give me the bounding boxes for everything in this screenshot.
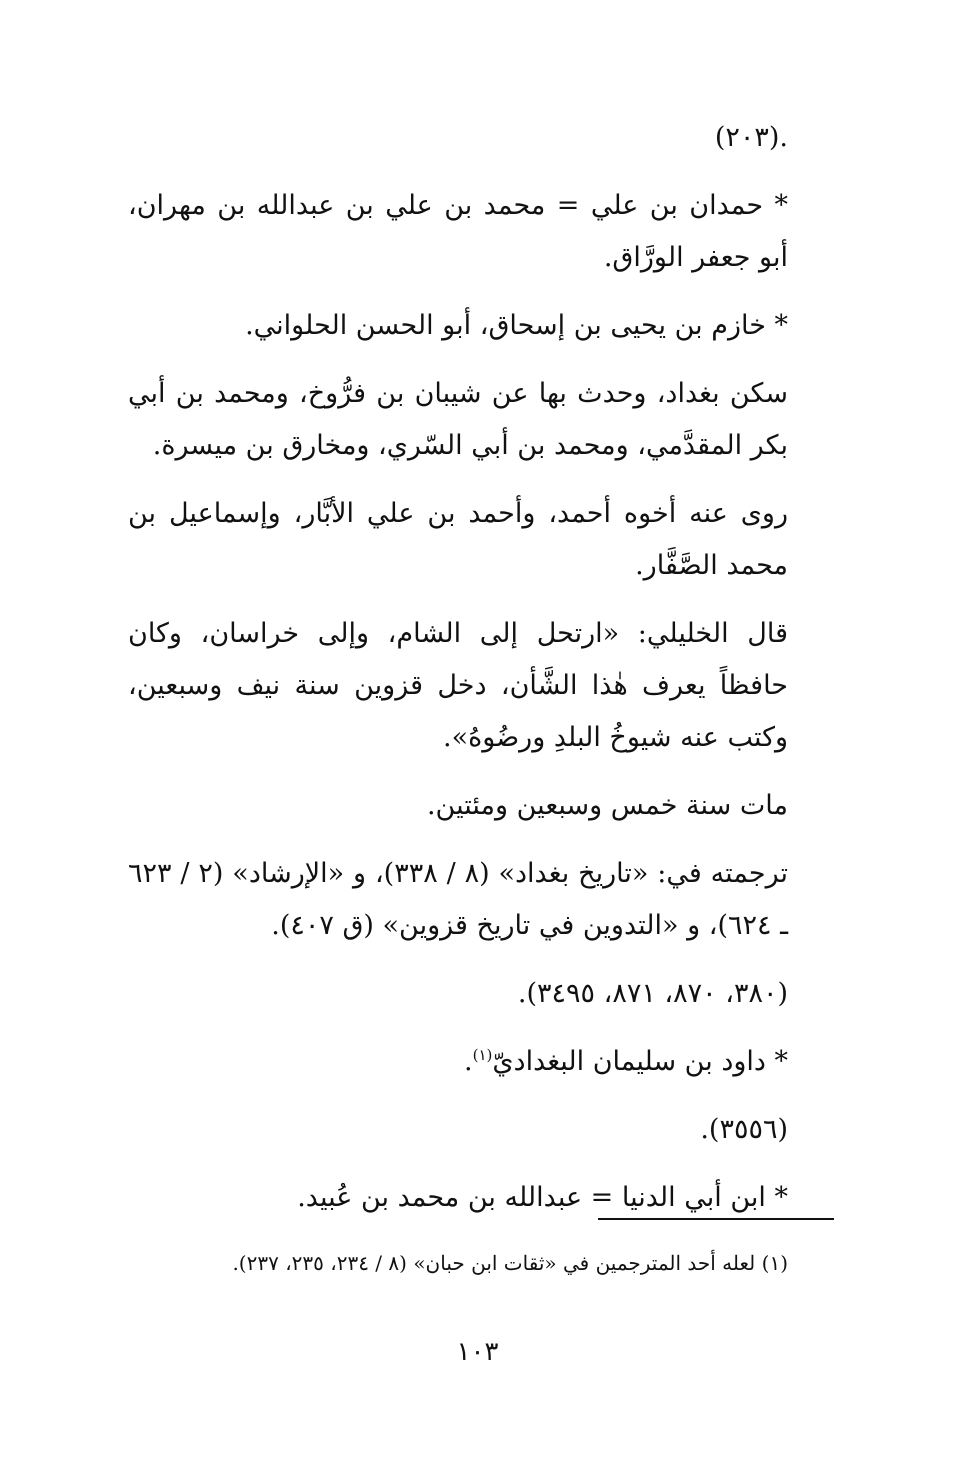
footnote-marker: (١) (472, 1046, 493, 1064)
entry-khazim-bin-yahya: * خازم بن يحيى بن إسحاق، أبو الحسن الحلواني. (245, 310, 788, 341)
page-number: ١٠٣ (456, 1337, 499, 1367)
paragraph-residence: سكن بغداد، وحدث بها عن شيبان بن فرُّوخ، ومحمد بن أبي بكر المقدَّمي، ومحمد بن أبي السّري، ومخارق بن ميسرة. (128, 378, 788, 461)
footnote-separator (598, 1218, 834, 1220)
main-text (128, 112, 836, 1240)
entry-dawud-period: . (464, 1046, 473, 1077)
entry-dawud-text: * داود بن سليمان البغداديّ (492, 1046, 788, 1077)
footnote: (١) لعله أحد المترجمين في «ثقات ابن حبان» (٨ / ٢٣٤، ٢٣٥، ٢٣٧). (232, 1251, 788, 1275)
entry-dawud-bin-sulayman (128, 1036, 836, 1088)
paragraph-ref-numbers: (٣٨٠، ٨٧٠، ٨٧١، ٣٤٩٥). (517, 978, 788, 1009)
paragraph-narrators: روى عنه أخوه أحمد، وأحمد بن علي الأبَّار، وإسماعيل بن محمد الصَّفَّار. (128, 498, 788, 581)
entry-ibn-abi-al-dunya: * ابن أبي الدنيا = عبدالله بن محمد بن عُبيد. (297, 1182, 788, 1213)
paragraph-biography-sources: ترجمته في: «تاريخ بغداد» (٨ / ٣٣٨)، و «الإرشاد» (٢ / ٦٢٣ ـ ٦٢٤)، و «التدوين في تاريخ قزوين» (ق ٤٠٧). (128, 858, 788, 941)
paragraph-death: مات سنة خمس وسبعين ومئتين. (426, 790, 788, 821)
entry-hamdan-bin-ali: * حمدان بن علي = محمد بن علي بن عبدالله بن مهران، أبو جعفر الورَّاق. (128, 190, 788, 273)
paragraph-khalili-quote: قال الخليلي: «ارتحل إلى الشام، وإلى خراسان، وكان حافظاً يعرف هٰذا الشَّأن، دخل قزوين سنة نيف وسبعين، وكتب عنه شيوخُ البلدِ ورضُوهُ». (128, 618, 788, 753)
paragraph-ref-203: .(٢٠٣) (714, 122, 788, 153)
paragraph-ref-3556: (٣٥٥٦). (700, 1114, 788, 1145)
